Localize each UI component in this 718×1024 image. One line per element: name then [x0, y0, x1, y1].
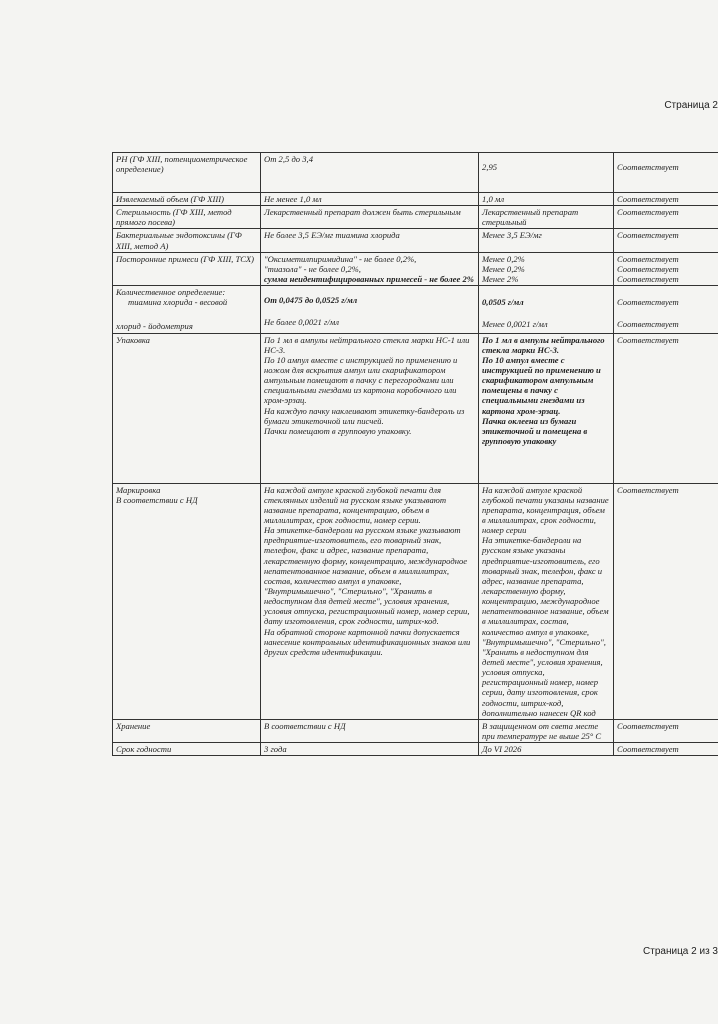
result-cell: 0,0505 г/мл Менее 0,0021 г/мл: [479, 286, 614, 333]
conclusion-cell: Соответствует: [614, 206, 718, 229]
parameter-name: РН (ГФ XIII, потенциометрическое определение): [113, 153, 261, 193]
parameter-name: Маркировка В соответствии с НД: [113, 483, 261, 719]
parameter-name: Срок годности: [113, 743, 261, 756]
conclusion-cell: Соответствует Соответствует: [614, 286, 718, 333]
specification-table: [112, 152, 718, 756]
table-row: [113, 719, 718, 742]
table-row: [113, 206, 718, 229]
table-row: [113, 333, 718, 483]
parameter-name: Посторонние примеси (ГФ XIII, ТСХ): [113, 252, 261, 285]
norm-cell: Не более 3,5 ЕЭ/мг тиамина хлорида: [261, 229, 479, 252]
table-row: [113, 193, 718, 206]
norm-cell: Не менее 1,0 мл: [261, 193, 479, 206]
result-cell: В защищенном от света месте при температуре не выше 25° С: [479, 719, 614, 742]
norm-cell: 3 года: [261, 743, 479, 756]
conclusion-cell: Соответствует Соответствует Соответствует: [614, 252, 718, 285]
page-number-footer: Страница 2 из 3: [643, 946, 718, 957]
table-row: [113, 153, 718, 193]
result-cell: Лекарственный препарат стерильный: [479, 206, 614, 229]
norm-cell: На каждой ампуле краской глубокой печати для стеклянных изделий на русском языке указывают название препарата, концентрацию, объем в миллилитрах, срок годности, номер серии. На этикетке-бандероли на русском языке указывают предприятие-изготовитель, его товарный знак, телефон, факс и адрес, название препарата, лекарственную форму, концентрацию, международное непатентованное название, объем в миллилитрах, состав, количество ампул в упаковке, "Внутримышечно", "Стерильно", "Хранить в недоступном для детей месте", условия хранения, условия отпуска, регистрационный номер, номер серии, дату изготовления, срок годности, штрих-код. На обратной стороне картонной пачки допускается нанесение контрольных идентификационных знаков или других средств идентификации.: [261, 483, 479, 719]
page-number-header: Страница 2: [664, 100, 718, 111]
table-row: [113, 483, 718, 719]
parameter-name: Количественное определение: тиамина хлорида - весовой хлорид - йодометрия: [113, 286, 261, 333]
conclusion-cell: Соответствует: [614, 483, 718, 719]
result-cell: До VI 2026: [479, 743, 614, 756]
table-row: [113, 286, 718, 333]
result-cell: 2,95: [479, 153, 614, 193]
conclusion-cell: Соответствует: [614, 193, 718, 206]
norm-cell: В соответствии с НД: [261, 719, 479, 742]
conclusion-cell: Соответствует: [614, 229, 718, 252]
norm-cell: Лекарственный препарат должен быть стерильным: [261, 206, 479, 229]
norm-cell: От 2,5 до 3,4: [261, 153, 479, 193]
conclusion-cell: Соответствует: [614, 719, 718, 742]
parameter-name: Бактериальные эндотоксины (ГФ XIII, метод А): [113, 229, 261, 252]
table-row: [113, 229, 718, 252]
parameter-name: Извлекаемый объем (ГФ XIII): [113, 193, 261, 206]
parameter-name: Стерильность (ГФ XIII, метод прямого посева): [113, 206, 261, 229]
conclusion-cell: Соответствует: [614, 743, 718, 756]
norm-cell: "Оксиметилпиримидина" - не более 0,2%, "тиазола" - не более 0,2%, сумма неидентифицированных примесей - не более 2%: [261, 252, 479, 285]
table-row: [113, 743, 718, 756]
table-row: [113, 252, 718, 285]
norm-cell: От 0,0475 до 0,0525 г/мл Не более 0,0021 г/мл: [261, 286, 479, 333]
conclusion-cell: Соответствует: [614, 153, 718, 193]
parameter-name: Хранение: [113, 719, 261, 742]
norm-cell: По 1 мл в ампулы нейтрального стекла марки НС-1 или НС-3. По 10 ампул вместе с инструкцией по применению и ножом для вскрытия ампул или скарификатором ампульным помещают в пачку с перегородками или специальными гнездами из картона коробочного или хром-эрзац. На каждую пачку наклеивают этикетку-бандероль из бумаги этикеточной или писчей. Пачки помещают в групповую упаковку.: [261, 333, 479, 483]
result-cell: Менее 0,2% Менее 0,2% Менее 2%: [479, 252, 614, 285]
result-cell: 1,0 мл: [479, 193, 614, 206]
result-cell: По 1 мл в ампулы нейтрального стекла марки НС-3. По 10 ампул вместе с инструкцией по применению и скарификатором ампульным помещены в пачку с специальными гнездами из картона хром-эрзац. Пачка оклеена из бумаги этикеточной и помещена в групповую упаковку: [479, 333, 614, 483]
parameter-name: Упаковка: [113, 333, 261, 483]
result-cell: Менее 3,5 ЕЭ/мг: [479, 229, 614, 252]
result-cell: На каждой ампуле краской глубокой печати указаны название препарата, концентрация, объем в миллилитрах, срок годности, номер серии На этикетке-бандероли на русском языке указаны предприятие-изготовитель, его товарный знак, телефон, факс и адрес, название препарата, лекарственную форму, концентрацию, международное непатентованное название, объем в миллилитрах, состав, количество ампул в упаковке, "Внутримышечно", "Стерильно", "Хранить в недоступном для детей месте", условия хранения, условия отпуска, регистрационный номер, номер серии, дату изготовления, срок годности, штрих-код, дополнительно нанесен QR код: [479, 483, 614, 719]
conclusion-cell: Соответствует: [614, 333, 718, 483]
